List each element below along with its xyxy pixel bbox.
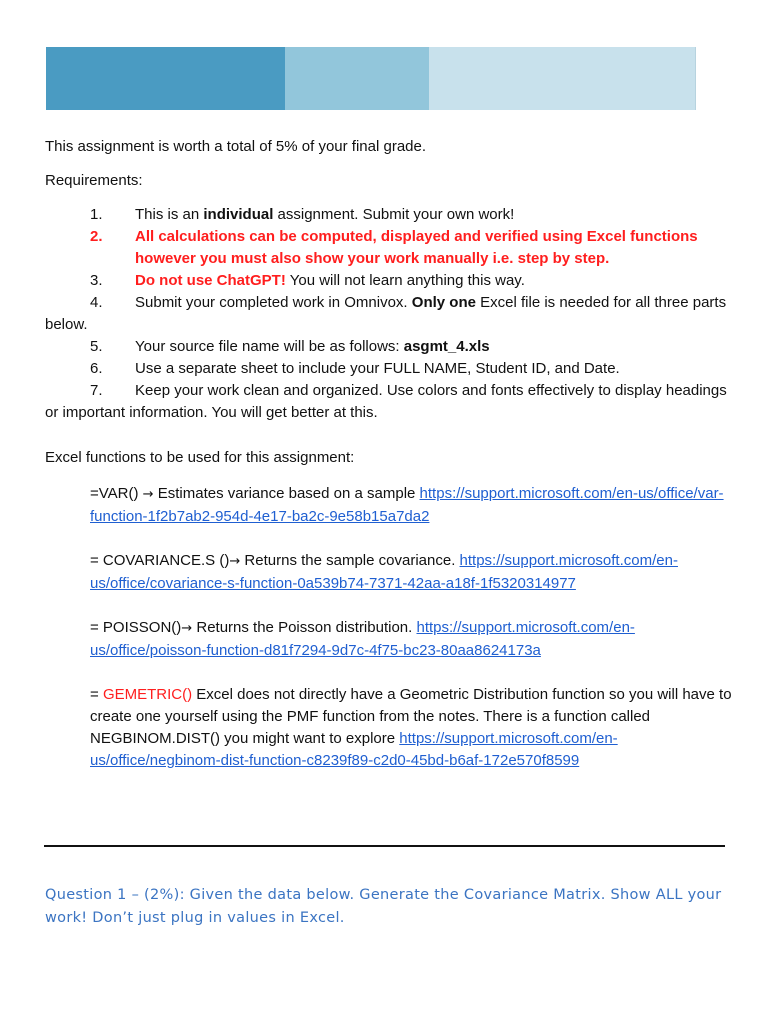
requirement-item-4: 4. Submit your completed work in Omnivox. Only one Excel file is needed for all three parts below. bbox=[45, 294, 727, 333]
requirement-item-2-continued: however you must also show your work manually i.e. step by step. bbox=[135, 250, 610, 267]
function-poisson: = POISSON()→ Returns the Poisson distribution. https://support.microsoft.com/en-us/office/poisson-function-d81f7294-9d7c-4f75-bc23-80aa8624173a bbox=[90, 619, 635, 659]
poisson-function-link[interactable]: https://support.microsoft.com/en-us/office/poisson-function-d81f7294-9d7c-4f75-bc23-80aa8624173a bbox=[90, 619, 635, 659]
document-body bbox=[45, 136, 735, 794]
requirement-item-5: 5. Your source file name will be as follows: asgmt_4.xls bbox=[90, 338, 490, 355]
function-covariance: = COVARIANCE.S ()→ Returns the sample covariance. https://support.microsoft.com/en-us/office/covariance-s-function-0a539b74-7371-42aa-a18f-1f5320314977 bbox=[90, 552, 678, 592]
covariance-function-link[interactable]: https://support.microsoft.com/en-us/office/covariance-s-function-0a539b74-7371-42aa-a18f-1f5320314977 bbox=[90, 552, 678, 592]
banner-band-mid bbox=[285, 47, 429, 110]
var-function-link[interactable]: https://support.microsoft.com/en-us/office/var-function-1f2b7ab2-954d-4e17-ba2c-9e58b15a7da2 bbox=[90, 485, 724, 525]
requirement-item-1: 1. This is an individual assignment. Submit your own work! bbox=[90, 206, 515, 223]
question-1-heading: Question 1 – (2%): Given the data below. Generate the Covariance Matrix. Show ALL your work! Don’t just plug in values in Excel. bbox=[45, 886, 722, 926]
arrow-right-icon: → bbox=[229, 554, 241, 569]
requirement-item-2: 2. All calculations can be computed, displayed and verified using Excel functions bbox=[90, 228, 698, 245]
requirements-list bbox=[45, 204, 735, 424]
requirement-item-3: 3. Do not use ChatGPT! You will not learn anything this way. bbox=[90, 272, 525, 289]
negbinom-function-link[interactable]: https://support.microsoft.com/en-us/office/negbinom-dist-function-c8239f89-c2d0-45bd-b6af-172e570f8599 bbox=[90, 730, 618, 769]
section-divider bbox=[44, 845, 725, 847]
requirement-item-7: 7. Keep your work clean and organized. Use colors and fonts effectively to display headings or important information. You will get better at this. bbox=[45, 382, 727, 421]
arrow-right-icon: → bbox=[181, 621, 193, 636]
banner-band-light bbox=[429, 47, 696, 110]
banner-band-dark bbox=[46, 47, 285, 110]
header-banner bbox=[46, 47, 696, 110]
geometric-function-name: GEMETRIC() bbox=[102, 686, 193, 703]
function-geometric: = GEMETRIC() Excel does not directly have a Geometric Distribution function so you will have to create one yourself using the PMF function from the notes. There is a function called NEGBINOM.DIST() you might want to explore https://support.microsoft.com/en-us/office/negbinom-dist-function-c8239f89-c2d0-45bd-b6af-172e570f8599 bbox=[90, 686, 732, 769]
requirements-heading: Requirements: bbox=[45, 172, 143, 189]
arrow-right-icon: → bbox=[142, 487, 154, 502]
functions-heading: Excel functions to be used for this assignment: bbox=[45, 449, 355, 466]
intro-text: This assignment is worth a total of 5% of your final grade. bbox=[45, 138, 427, 155]
requirement-item-6: 6. Use a separate sheet to include your FULL NAME, Student ID, and Date. bbox=[90, 360, 620, 377]
function-var: =VAR() → Estimates variance based on a sample https://support.microsoft.com/en-us/office/var-function-1f2b7ab2-954d-4e17-ba2c-9e58b15a7da2 bbox=[90, 485, 724, 525]
